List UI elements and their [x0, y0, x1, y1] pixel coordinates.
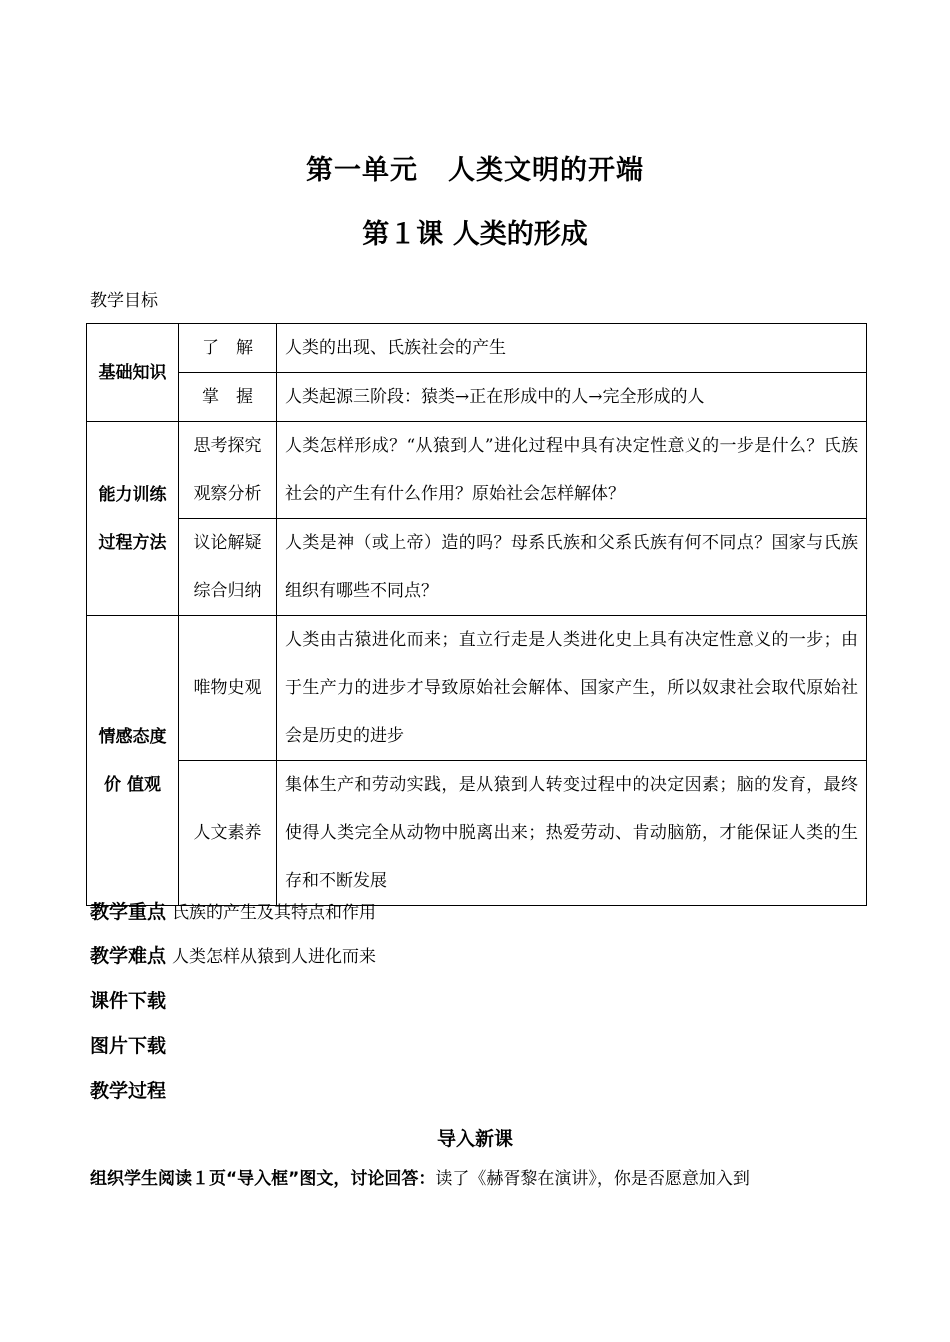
image-download: 图片下载 — [90, 1035, 167, 1057]
teaching-process: 教学过程 — [90, 1080, 167, 1102]
intro-bold: 组织学生阅读１页“导入框”图文，讨论回答： — [90, 1169, 436, 1189]
courseware-download: 课件下载 — [90, 990, 167, 1012]
table-row — [87, 616, 867, 761]
lesson-title: 第１课 人类的形成 — [362, 219, 588, 250]
section-title: 导入新课 — [436, 1128, 513, 1150]
objectives-table — [86, 323, 867, 906]
difficult-point-label: 教学难点 — [90, 945, 167, 967]
table-row — [87, 422, 867, 519]
goals-label: 教学目标 — [90, 291, 158, 311]
difficult-point — [90, 941, 376, 968]
key-point — [90, 897, 376, 924]
cell-text: 人类的出现、氏族社会的产生 — [277, 324, 867, 373]
key-point-label: 教学重点 — [90, 901, 167, 923]
sub-discuss: 议论解疑综合归纳 — [179, 519, 277, 616]
key-point-text: 氏族的产生及其特点和作用 — [172, 903, 377, 923]
category-ability: 能力训练过程方法 — [87, 422, 179, 616]
table-row — [87, 324, 867, 373]
cell-text: 人类由古猿进化而来；直立行走是人类进化史上具有决定性意义的一步；由于生产力的进步才导致原始社会解体、国家产生，所以奴隶社会取代原始社会是历史的进步 — [277, 616, 867, 761]
sub-understand: 了 解 — [179, 324, 277, 373]
table-row — [87, 519, 867, 616]
intro-paragraph — [90, 1164, 750, 1189]
unit-name: 人类文明的开端 — [448, 155, 644, 186]
intro-text: 读了《赫胥黎在演讲》，你是否愿意加入到 — [435, 1169, 750, 1189]
table-row — [87, 373, 867, 422]
table-row — [87, 761, 867, 906]
cell-text: 集体生产和劳动实践，是从猿到人转变过程中的决定因素；脑的发育，最终使得人类完全从动物中脱离出来；热爱劳动、肯动脑筋，才能保证人类的生存和不断发展 — [277, 761, 867, 906]
difficult-point-text: 人类怎样从猿到人进化而来 — [172, 947, 377, 967]
sub-humanities: 人文素养 — [179, 761, 277, 906]
cell-text: 人类怎样形成？“从猿到人”进化过程中具有决定性意义的一步是什么？氏族社会的产生有什么作用？原始社会怎样解体？ — [277, 422, 867, 519]
unit-number: 第一单元 — [306, 155, 418, 186]
category-emotion: 情感态度价 值观 — [87, 616, 179, 906]
sub-master: 掌 握 — [179, 373, 277, 422]
unit-title — [0, 148, 950, 187]
sub-materialism: 唯物史观 — [179, 616, 277, 761]
sub-explore: 思考探究观察分析 — [179, 422, 277, 519]
category-knowledge: 基础知识 — [87, 324, 179, 422]
cell-text: 人类是神（或上帝）造的吗？母系氏族和父系氏族有何不同点？国家与氏族组织有哪些不同点？ — [277, 519, 867, 616]
cell-text: 人类起源三阶段：猿类→正在形成中的人→完全形成的人 — [277, 373, 867, 422]
